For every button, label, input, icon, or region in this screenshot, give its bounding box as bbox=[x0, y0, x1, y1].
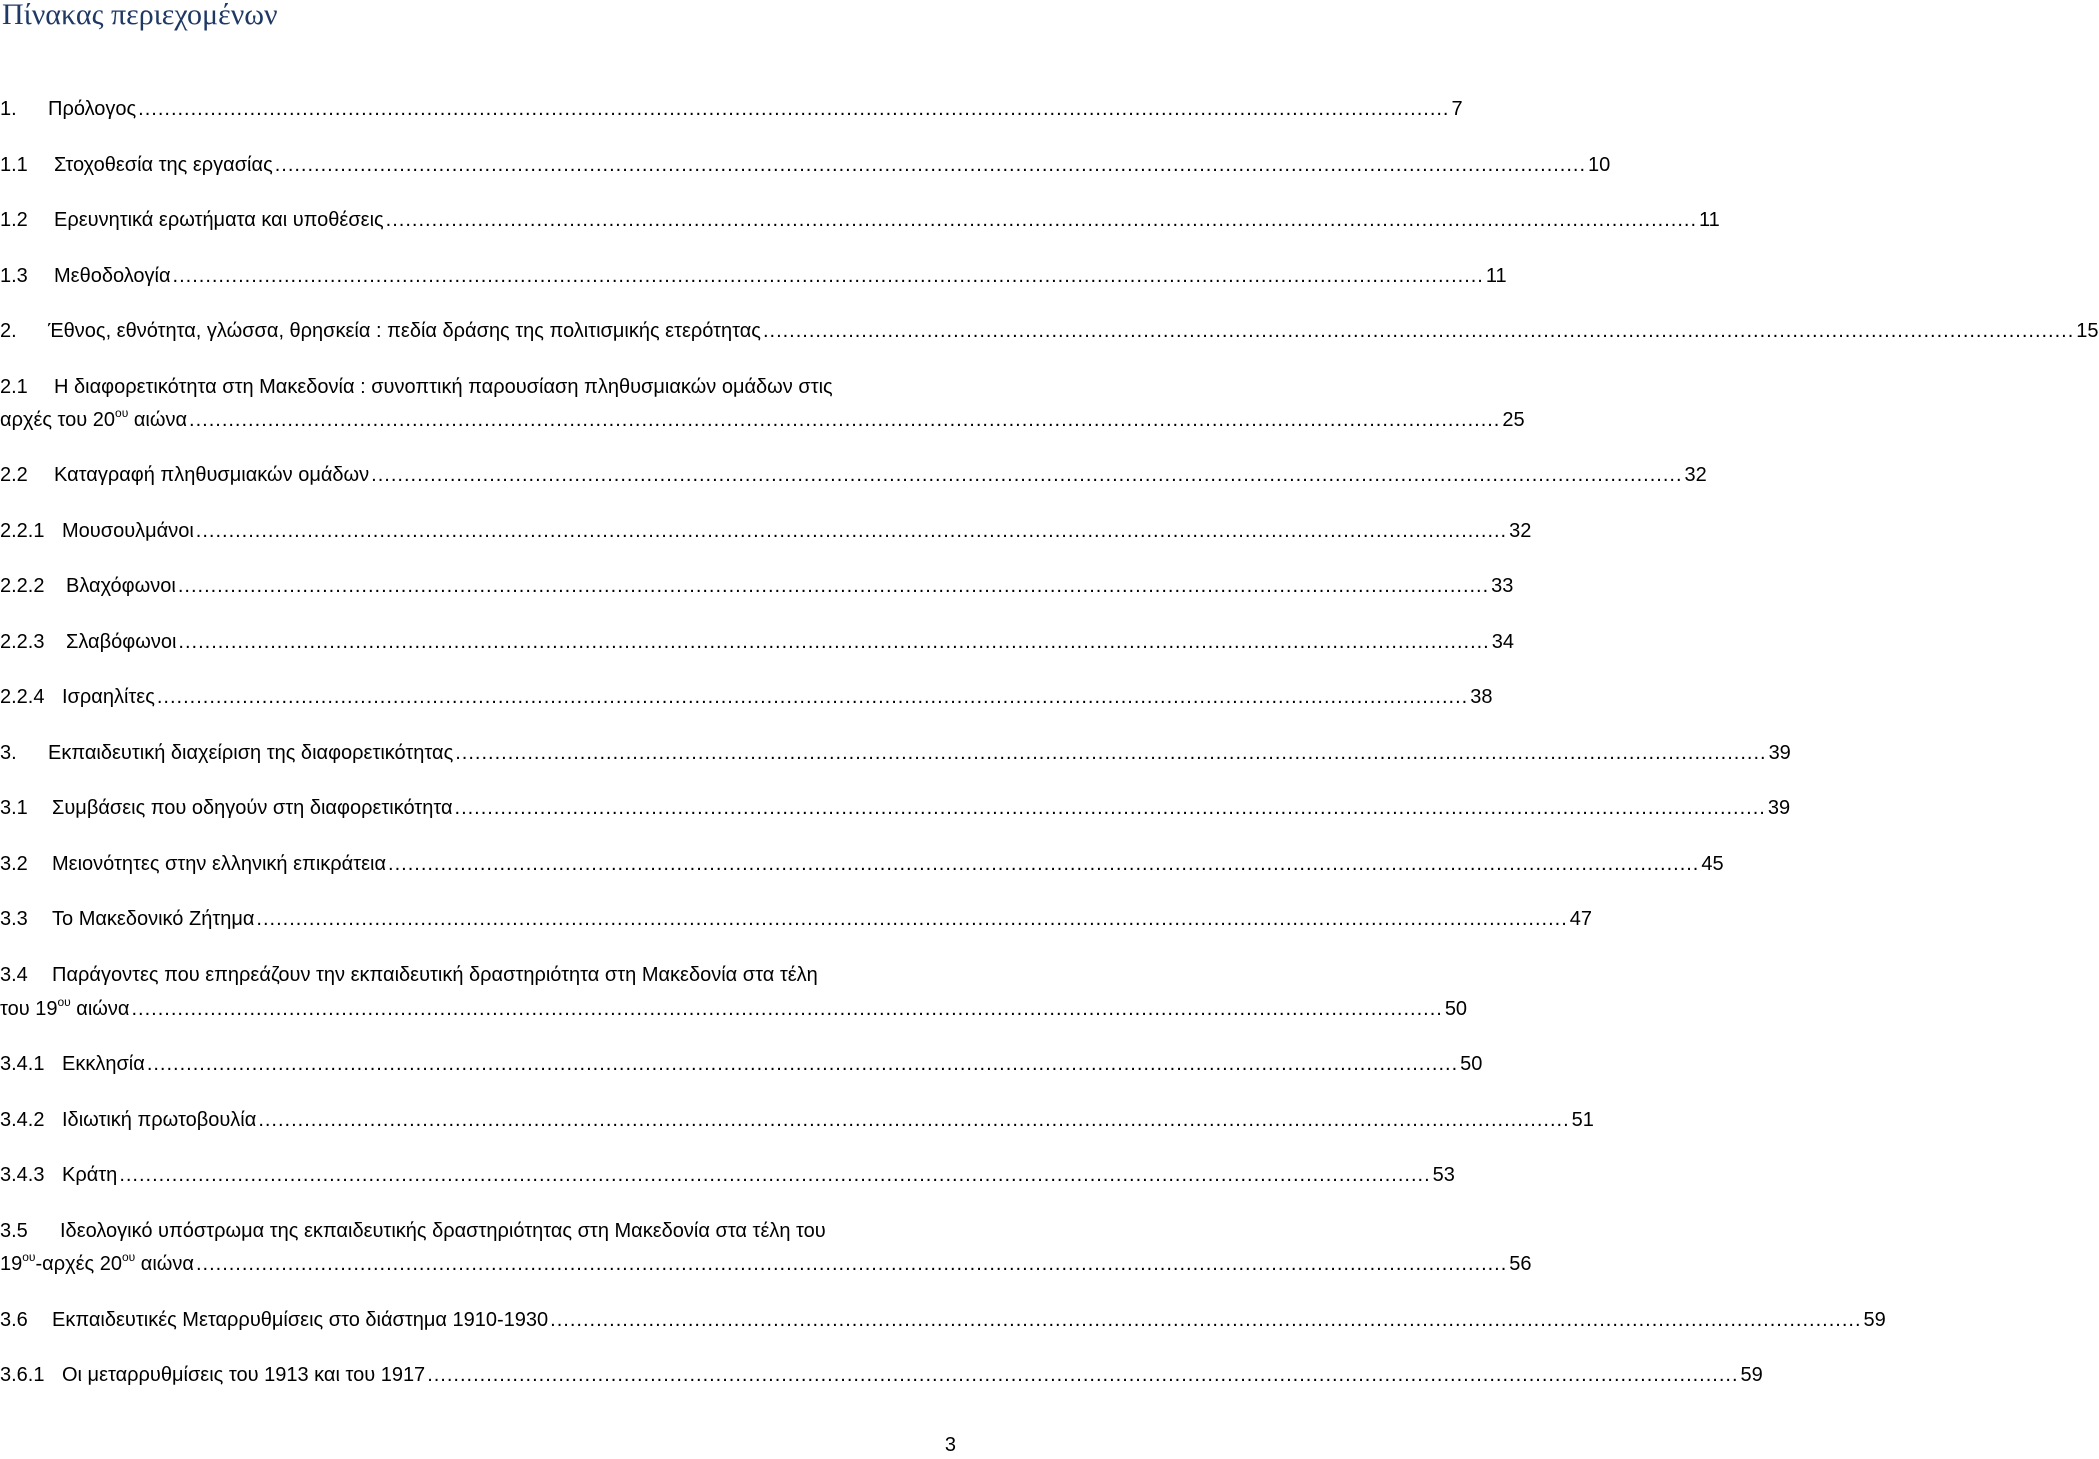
entry-page: 59 bbox=[1863, 1309, 1886, 1331]
entry-number: 2. bbox=[0, 320, 17, 342]
dot-leader: ........................................................................................................................................................................................................ bbox=[146, 1053, 1459, 1075]
dot-leader: ........................................................................................................................................................................................................ bbox=[131, 998, 1443, 1020]
dot-leader: ........................................................................................................................................................................................................ bbox=[385, 209, 1697, 231]
entry-number: 3.6.1 bbox=[0, 1364, 45, 1386]
page-number: 3 bbox=[944, 1434, 956, 1456]
toc-entry[interactable] bbox=[0, 682, 1493, 712]
entry-page: 51 bbox=[1571, 1109, 1594, 1131]
toc-entry[interactable] bbox=[0, 460, 1707, 490]
entry-number: 3.4.1 bbox=[0, 1053, 45, 1075]
entry-page: 32 bbox=[1684, 464, 1707, 486]
dot-leader: ........................................................................................................................................................................................................ bbox=[388, 853, 1700, 875]
entry-page: 15 bbox=[2076, 320, 2099, 342]
entry-number: 3.6 bbox=[0, 1309, 28, 1331]
entry-page: 33 bbox=[1491, 575, 1514, 597]
dot-leader: ........................................................................................................................................................................................................ bbox=[454, 797, 1766, 819]
dot-leader: ........................................................................................................................................................................................................ bbox=[138, 98, 1450, 120]
dot-leader: ........................................................................................................................................................................................................ bbox=[550, 1309, 1862, 1331]
toc-entry[interactable] bbox=[0, 372, 958, 402]
toc-entry[interactable] bbox=[0, 261, 1507, 291]
toc-entry-continuation[interactable] bbox=[0, 405, 1525, 435]
entry-number: 1.1 bbox=[0, 154, 28, 176]
toc-entry[interactable] bbox=[0, 94, 1463, 124]
entry-page: 7 bbox=[1451, 98, 1463, 120]
toc-entry[interactable] bbox=[0, 793, 1791, 823]
entry-title: Εκπαιδευτικές Μεταρρυθμίσεις στο διάστημα 1910-1930 bbox=[52, 1309, 549, 1331]
entry-number: 3.2 bbox=[0, 853, 28, 875]
entry-title: Μεθοδολογία bbox=[54, 265, 171, 287]
entry-number: 2.1 bbox=[0, 376, 28, 398]
toc-entry[interactable] bbox=[0, 150, 1611, 180]
entry-number: 2.2.3 bbox=[0, 631, 45, 653]
entry-title: Το Μακεδονικό Ζήτημα bbox=[52, 908, 255, 930]
toc-entry-continuation[interactable] bbox=[0, 994, 1468, 1024]
entry-page: 38 bbox=[1470, 686, 1493, 708]
entry-page: 53 bbox=[1432, 1164, 1455, 1186]
toc-entry[interactable] bbox=[0, 1049, 1483, 1079]
dot-leader: ........................................................................................................................................................................................................ bbox=[762, 320, 2075, 342]
dot-leader: ........................................................................................................................................................................................................ bbox=[195, 1253, 1508, 1275]
entry-page: 11 bbox=[1699, 209, 1720, 231]
entry-title: Έθνος, εθνότητα, γλώσσα, θρησκεία : πεδία δράσης της πολιτισμικής ετερότητας bbox=[48, 320, 761, 342]
dot-leader: ........................................................................................................................................................................................................ bbox=[371, 464, 1683, 486]
toc-entry[interactable] bbox=[0, 849, 1724, 879]
dot-leader: ........................................................................................................................................................................................................ bbox=[178, 631, 1490, 653]
dot-leader: ........................................................................................................................................................................................................ bbox=[427, 1364, 1739, 1386]
toc-entry[interactable] bbox=[0, 904, 1592, 934]
entry-number: 3. bbox=[0, 742, 17, 764]
entry-title: Εκκλησία bbox=[62, 1053, 145, 1075]
dot-leader: ........................................................................................................................................................................................................ bbox=[195, 520, 1508, 542]
entry-number: 3.4.3 bbox=[0, 1164, 45, 1186]
entry-number: 3.4 bbox=[0, 964, 28, 986]
entry-title: Ιδιωτική πρωτοβουλία bbox=[62, 1109, 257, 1131]
dot-leader: ........................................................................................................................................................................................................ bbox=[156, 686, 1469, 708]
entry-title-continuation: $19^{o\upsilon}$-αρχές $20^{o\upsilon}$ αιώνα bbox=[0, 1250, 194, 1275]
dot-leader: ........................................................................................................................................................................................................ bbox=[119, 1164, 1431, 1186]
entry-title-continuation: του $19^{o\upsilon}$ αιώνα bbox=[0, 995, 130, 1020]
entry-page: 56 bbox=[1509, 1253, 1532, 1275]
entry-title: Σλαβόφωνοι bbox=[66, 631, 177, 653]
entry-number: 2.2.4 bbox=[0, 686, 45, 708]
entry-title: Στοχοθεσία της εργασίας bbox=[54, 154, 273, 176]
toc-entry[interactable] bbox=[0, 1216, 958, 1246]
toc-entry[interactable] bbox=[0, 627, 1514, 657]
toc-entry[interactable] bbox=[0, 960, 958, 990]
entry-page: 11 bbox=[1485, 265, 1507, 287]
entry-page: 10 bbox=[1588, 154, 1611, 176]
dot-leader: ........................................................................................................................................................................................................ bbox=[274, 154, 1587, 176]
entry-page: 47 bbox=[1569, 908, 1592, 930]
dot-leader: ........................................................................................................................................................................................................ bbox=[172, 265, 1484, 287]
entry-title: Συμβάσεις που οδηγούν στη διαφορετικότητα bbox=[52, 797, 453, 819]
toc-entry[interactable] bbox=[0, 1360, 1763, 1390]
entry-title: Οι μεταρρυθμίσεις του 1913 και του 1917 bbox=[62, 1364, 426, 1386]
entry-page: 34 bbox=[1491, 631, 1514, 653]
entry-title: Μειονότητες στην ελληνική επικράτεια bbox=[52, 853, 387, 875]
entry-number: 1.2 bbox=[0, 209, 28, 231]
entry-page: 45 bbox=[1701, 853, 1724, 875]
toc-entry[interactable] bbox=[0, 1160, 1455, 1190]
entry-title: Ισραηλίτες bbox=[62, 686, 155, 708]
dot-leader: ........................................................................................................................................................................................................ bbox=[177, 575, 1490, 597]
entry-title: Κράτη bbox=[62, 1164, 118, 1186]
toc-entry[interactable] bbox=[0, 738, 1791, 768]
toc-entry[interactable] bbox=[0, 1105, 1594, 1135]
dot-leader: ........................................................................................................................................................................................................ bbox=[189, 409, 1501, 431]
toc-entry[interactable] bbox=[0, 571, 1514, 601]
entry-page: 50 bbox=[1460, 1053, 1483, 1075]
entry-page: 39 bbox=[1767, 797, 1791, 819]
entry-number: 3.1 bbox=[0, 797, 28, 819]
toc-entry[interactable] bbox=[0, 516, 1532, 546]
entry-page: 39 bbox=[1768, 742, 1791, 764]
entry-page: 50 bbox=[1444, 998, 1468, 1020]
entry-number: 3.5 bbox=[0, 1220, 28, 1242]
entry-number: 3.4.2 bbox=[0, 1109, 45, 1131]
entry-title: Εκπαιδευτική διαχείριση της διαφορετικότητας bbox=[48, 742, 454, 764]
entry-page: 25 bbox=[1502, 409, 1525, 431]
entry-title-continuation: αρχές του $20^{o\upsilon}$ αιώνα bbox=[0, 406, 188, 431]
toc-entry[interactable] bbox=[0, 1305, 1886, 1335]
entry-title: Η διαφορετικότητα στη Μακεδονία : συνοπτική παρουσίαση πληθυσμιακών ομάδων στις bbox=[54, 376, 833, 398]
entry-number: 2.2.2 bbox=[0, 575, 45, 597]
entry-page: 32 bbox=[1509, 520, 1532, 542]
entry-title: Βλαχόφωνοι bbox=[66, 575, 176, 597]
toc-title: Πίνακας περιεχομένων bbox=[2, 0, 278, 31]
toc-entry[interactable] bbox=[0, 316, 2099, 346]
entry-title: Καταγραφή πληθυσμιακών ομάδων bbox=[54, 464, 370, 486]
entry-title: Ιδεολογικό υπόστρωμα της εκπαιδευτικής δραστηριότητας στη Μακεδονία στα τέλη του bbox=[60, 1220, 826, 1242]
entry-number: 2.2.1 bbox=[0, 520, 45, 542]
toc-entry-continuation[interactable] bbox=[0, 1249, 1532, 1279]
toc-entry[interactable] bbox=[0, 205, 1720, 235]
entry-title: Μουσουλμάνοι bbox=[62, 520, 194, 542]
dot-leader: ........................................................................................................................................................................................................ bbox=[258, 1109, 1570, 1131]
entry-number: 1.3 bbox=[0, 265, 28, 287]
entry-title: Πρόλογος bbox=[48, 98, 137, 120]
entry-page: 59 bbox=[1740, 1364, 1763, 1386]
entry-title: Παράγοντες που επηρεάζουν την εκπαιδευτική δραστηριότητα στη Μακεδονία στα τέλη bbox=[52, 964, 818, 986]
entry-number: 1. bbox=[0, 98, 17, 120]
entry-title: Ερευνητικά ερωτήματα και υποθέσεις bbox=[54, 209, 384, 231]
dot-leader: ........................................................................................................................................................................................................ bbox=[256, 908, 1568, 930]
dot-leader: ........................................................................................................................................................................................................ bbox=[455, 742, 1767, 764]
entry-number: 2.2 bbox=[0, 464, 28, 486]
entry-number: 3.3 bbox=[0, 908, 28, 930]
